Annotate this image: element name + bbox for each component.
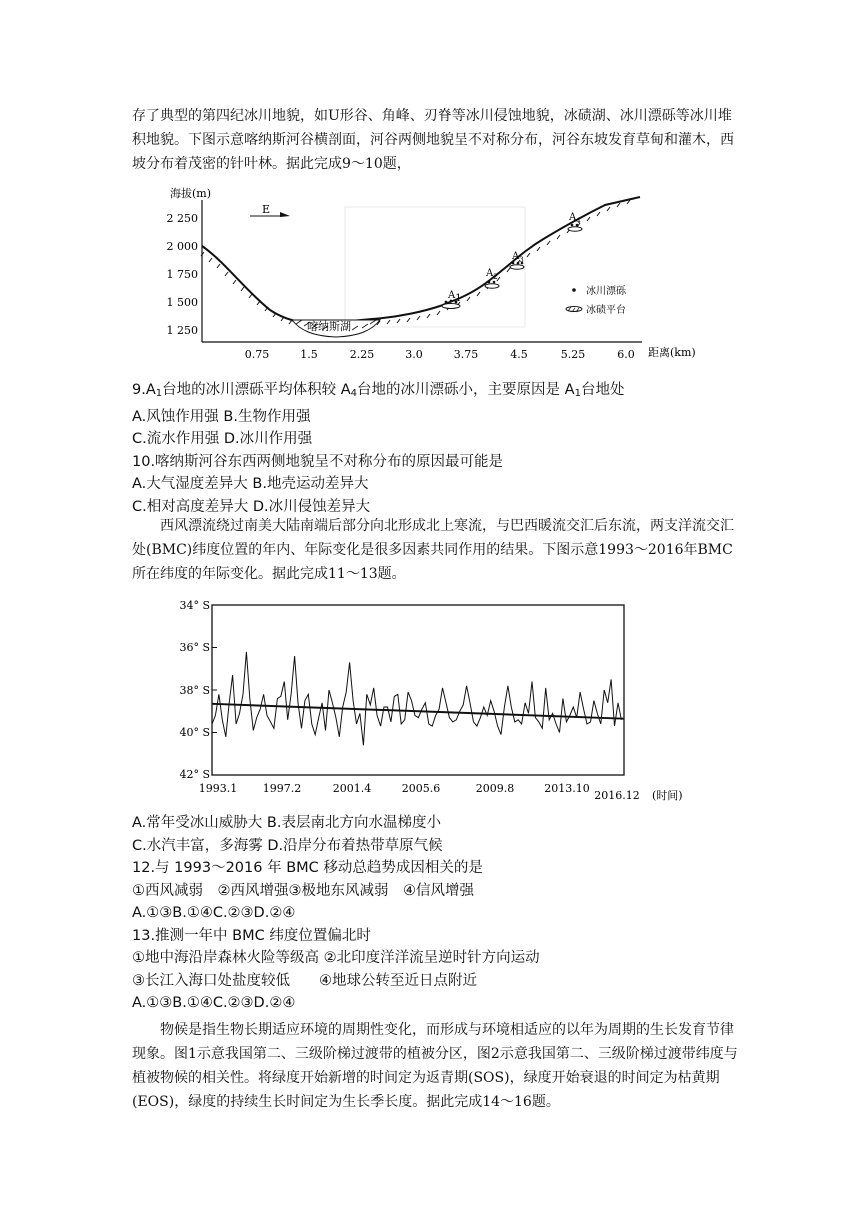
- terrace-a1: [442, 290, 462, 309]
- q9-options-2: C.流水作用强 D.冰川作用强: [132, 431, 313, 447]
- y-tick-label: 38° S: [179, 684, 210, 697]
- q11-options-1: A.常年受冰山威胁大 B.表层南北方向水温梯度小: [132, 815, 441, 831]
- terrace-label: A: [569, 212, 577, 223]
- y-tick-label: 36° S: [179, 641, 210, 654]
- y-tick: 1 750: [166, 268, 198, 281]
- x-tick: 5.25: [560, 348, 586, 361]
- terrace-label: A: [448, 290, 456, 301]
- x-tick: 1.5: [300, 348, 318, 361]
- x-tick: 2.25: [349, 348, 375, 361]
- q13-options: A.①③B.①④C.②③D.②④: [132, 995, 296, 1011]
- bmc-latitude-series: [212, 652, 621, 746]
- question-9: [132, 379, 624, 518]
- chart-frame: [212, 605, 624, 775]
- questions-11-13: [132, 812, 540, 1015]
- x-axis-label: (时间): [652, 789, 683, 802]
- terrace-subscript: 2: [493, 273, 498, 281]
- y-axis-label: 海拔(m): [170, 187, 212, 200]
- y-tick: 1 500: [166, 296, 198, 309]
- valley-cross-section-figure: [160, 182, 720, 370]
- lake-label: 喀纳斯湖: [307, 320, 351, 333]
- q13-items-1: ①地中海沿岸森林火险等级高 ②北印度洋洋流呈逆时针方向运动: [132, 950, 540, 966]
- q10-options-1: A.大气湿度差异大 B.地壳运动差异大: [132, 476, 369, 492]
- x-tick-label: 2016.12: [594, 789, 640, 802]
- terrace-subscript: 4: [576, 217, 581, 225]
- q13-items-2: ③长江入海口处盐度较低 ④地球公转至近日点附近: [132, 972, 477, 989]
- x-axis-label: 距离(km): [648, 346, 696, 359]
- east-arrow: [250, 203, 290, 217]
- intro-paragraph-3: 物候是指生物长期适应环境的周期性变化，而形成与环境相适应的以年为周期的生长发育节律现象。图1示意我国第二、三级阶梯过渡带的植被分区，图2示意我国第二、三级阶梯过渡带纬度与植被物候的相关性。将绿度开始新增的时间定为返青期(SOS)，绿度开始衰退的时间定为枯黄期(EOS)，绿度的持续生长时间定为生长季长度。据此完成14～16题。: [132, 1022, 738, 1110]
- x-tick: 6.0: [617, 348, 635, 361]
- q9-stem: $9.A_1$台地的冰川漂砾平均体积较 $A_4$台地的冰川漂砾小，主要原因是 $A_1$台地处: [132, 382, 625, 399]
- x-tick: 4.5: [510, 348, 528, 361]
- legend: [566, 284, 627, 316]
- terrace-label: A: [512, 251, 520, 262]
- y-tick-label: 34° S: [179, 599, 210, 612]
- q12-stem: 12.与 1993～2016 年 BMC 移动总趋势成因相关的是: [132, 860, 483, 876]
- y-tick: 1 250: [166, 324, 198, 337]
- q10-options-2: C.相对高度差异大 D.冰川侵蚀差异大: [132, 498, 371, 515]
- y-ticks: [167, 212, 199, 337]
- x-tick-label: 1993.1: [198, 782, 238, 795]
- intro-paragraph-1: 存了典型的第四纪冰川地貌，如U形谷、角峰、刃脊等冰川侵蚀地貌，冰碛湖、冰川漂砾等冰川堆积地貌。下图示意喀纳斯河谷横剖面，河谷两侧地貌呈不对称分布，河谷东坡发育草甸和灌木，西坡分布着茂密的针叶林。据此完成9～10题，: [132, 108, 734, 172]
- q13-stem: 13.推测一年中 BMC 纬度位置偏北时: [132, 927, 371, 944]
- q12-options: A.①③B.①④C.②③D.②④: [132, 905, 296, 921]
- x-tick-label: 2005.6: [401, 782, 441, 795]
- y-tick-label: 40° S: [179, 726, 210, 739]
- x-tick-label: 2013.10: [544, 782, 590, 795]
- x-tick-label: 1997.2: [262, 782, 302, 795]
- x-tick-label: 2009.8: [475, 782, 515, 795]
- x-tick: 0.75: [244, 348, 270, 361]
- bmc-latitude-chart: [160, 595, 700, 810]
- legend-boulder-label: 冰川漂砾: [586, 286, 626, 297]
- legend-terrace-label: 冰碛平台: [586, 305, 626, 316]
- terrace-label: A: [486, 268, 494, 279]
- q11-options-2: C.水汽丰富，多海雾 D.沿岸分布着热带草原气候: [132, 837, 443, 854]
- terrace-subscript: 3: [519, 256, 524, 264]
- direction-label: E: [262, 203, 271, 216]
- q12-items: ①西风减弱 ②西风增强③极地东风减弱 ④信风增强: [132, 882, 474, 899]
- terrace-subscript: 1: [455, 293, 462, 304]
- x-tick: 3.0: [405, 348, 423, 361]
- y-tick-label: 42° S: [179, 768, 210, 781]
- intro-paragraph-2: 西风漂流绕过南美大陆南端后部分向北形成北上寒流，与巴西暖流交汇后东流，两支洋流交汇处(BMC)纬度位置的年内、年际变化是很多因素共同作用的结果。下图示意1993～2016年BMC所在纬度的年际变化。据此完成11～13题。: [132, 518, 734, 582]
- q9-options-1: A.风蚀作用强 B.生物作用强: [132, 408, 311, 425]
- terrace-a4: [568, 212, 582, 231]
- x-tick-label: 2001.4: [332, 782, 372, 795]
- x-tick: 3.75: [453, 348, 479, 361]
- q10-stem: 10.喀纳斯河谷东西两侧地貌呈不对称分布的原因最可能是: [132, 453, 504, 470]
- y-tick: 2 250: [166, 212, 198, 225]
- y-tick: 2 000: [166, 240, 198, 253]
- terrace-a2: [485, 268, 499, 288]
- x-ticks: [245, 348, 635, 361]
